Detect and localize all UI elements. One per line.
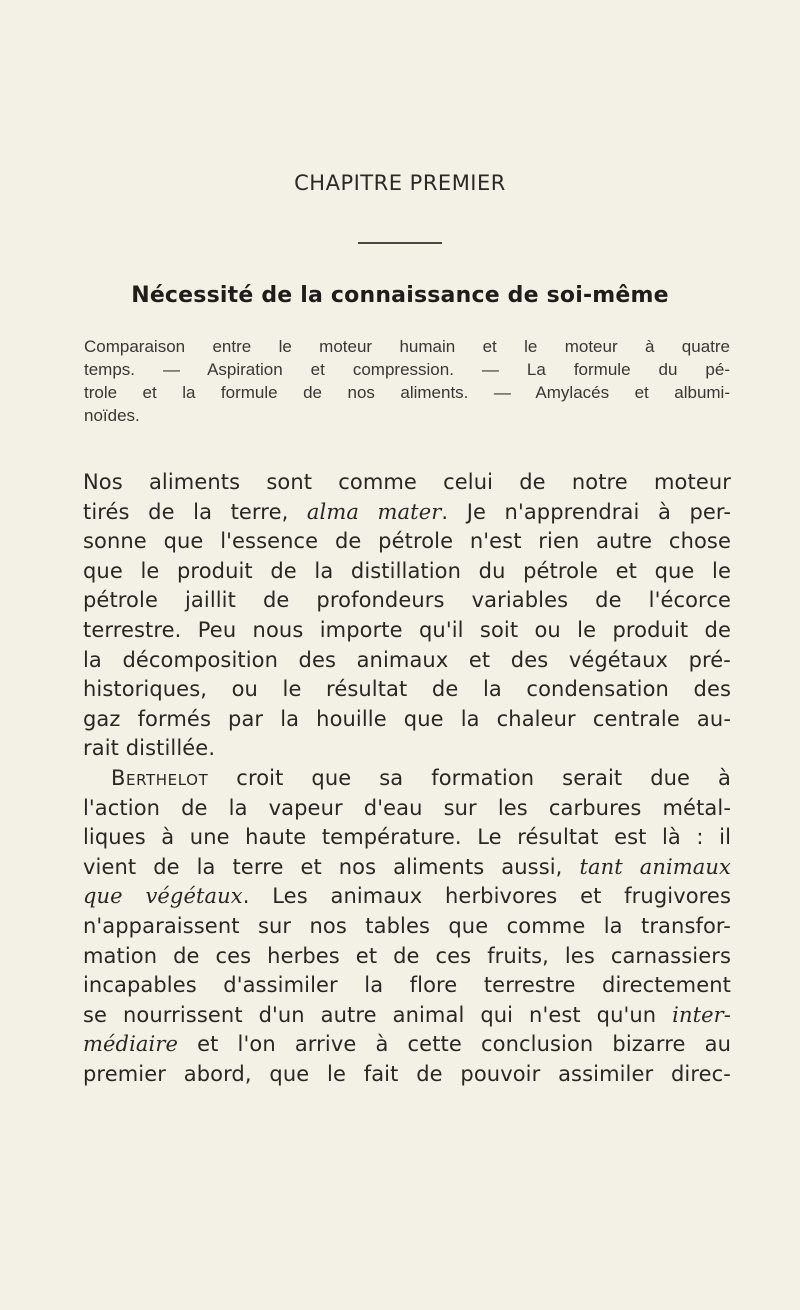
chapter-heading: CHAPITRE PREMIER	[294, 171, 506, 195]
italic-phrase: inter-	[672, 1002, 731, 1027]
text-line: liques à une haute température. Le résultat est là : il	[83, 825, 731, 850]
text-line: incapables d'assimiler la flore terrestre directement	[83, 973, 731, 998]
text-line: pétrole jaillit de profondeurs variables de l'écorce	[83, 588, 731, 613]
text-segment: vient de la terre et nos aliments aussi,	[83, 854, 580, 879]
text-line	[83, 498, 731, 528]
text-line	[83, 1001, 731, 1031]
chapter-summary	[84, 335, 730, 427]
text-line	[83, 764, 731, 794]
italic-phrase: que végétaux	[83, 884, 243, 909]
text-line: gaz formés par la houille que la chaleur centrale au-	[83, 706, 731, 731]
text-line: l'action de la vapeur d'eau sur les carbures métal-	[83, 795, 731, 820]
text-line	[83, 882, 731, 912]
summary-line: temps. — Aspiration et compression. — La formule du pé-	[84, 360, 730, 379]
heading-divider-rule	[358, 242, 442, 244]
text-line: sonne que l'essence de pétrole n'est rien autre chose	[83, 529, 731, 554]
italic-phrase: tant animaux	[579, 854, 731, 879]
summary-line: trole et la formule de nos aliments. — Amylacés et albumi-	[84, 383, 730, 402]
text-line: n'apparaissent sur nos tables que comme la transfor-	[83, 913, 731, 938]
text-line: mation de ces herbes et de ces fruits, les carnassiers	[83, 943, 731, 968]
author-name: Berthelot	[111, 765, 209, 790]
summary-line: noïdes.	[84, 406, 140, 425]
text-segment: . Les animaux herbivores et frugivores	[242, 884, 731, 909]
text-line	[83, 853, 731, 883]
text-line: que le produit de la distillation du pétrole et que le	[83, 558, 731, 583]
italic-phrase: médiaire	[83, 1032, 179, 1057]
text-line: Nos aliments sont comme celui de notre moteur	[83, 470, 731, 494]
text-segment: et l'on arrive à cette conclusion bizarre au	[178, 1032, 731, 1057]
text-segment: croit que sa formation serait due à	[208, 765, 731, 790]
section-title: Nécessité de la connaissance de soi-même	[131, 283, 669, 308]
text-line: historiques, ou le résultat de la condensation des	[83, 677, 731, 702]
text-segment: . Je n'apprendrai à per-	[441, 499, 732, 524]
text-segment: se nourrissent d'un autre animal qui n'est qu'un	[83, 1002, 673, 1027]
text-line: rait distillée.	[83, 736, 216, 761]
text-segment: tirés de la terre,	[83, 499, 307, 524]
text-line: terrestre. Peu nous importe qu'il soit ou le produit de	[83, 617, 731, 642]
text-line: premier abord, que le fait de pouvoir assimiler direc-	[83, 1061, 731, 1086]
summary-line: Comparaison entre le moteur humain et le moteur à quatre	[84, 337, 730, 356]
italic-phrase: alma mater	[306, 499, 442, 524]
text-line: la décomposition des animaux et des végétaux pré-	[83, 647, 731, 672]
text-line	[83, 1030, 731, 1060]
body-text	[83, 468, 731, 1089]
